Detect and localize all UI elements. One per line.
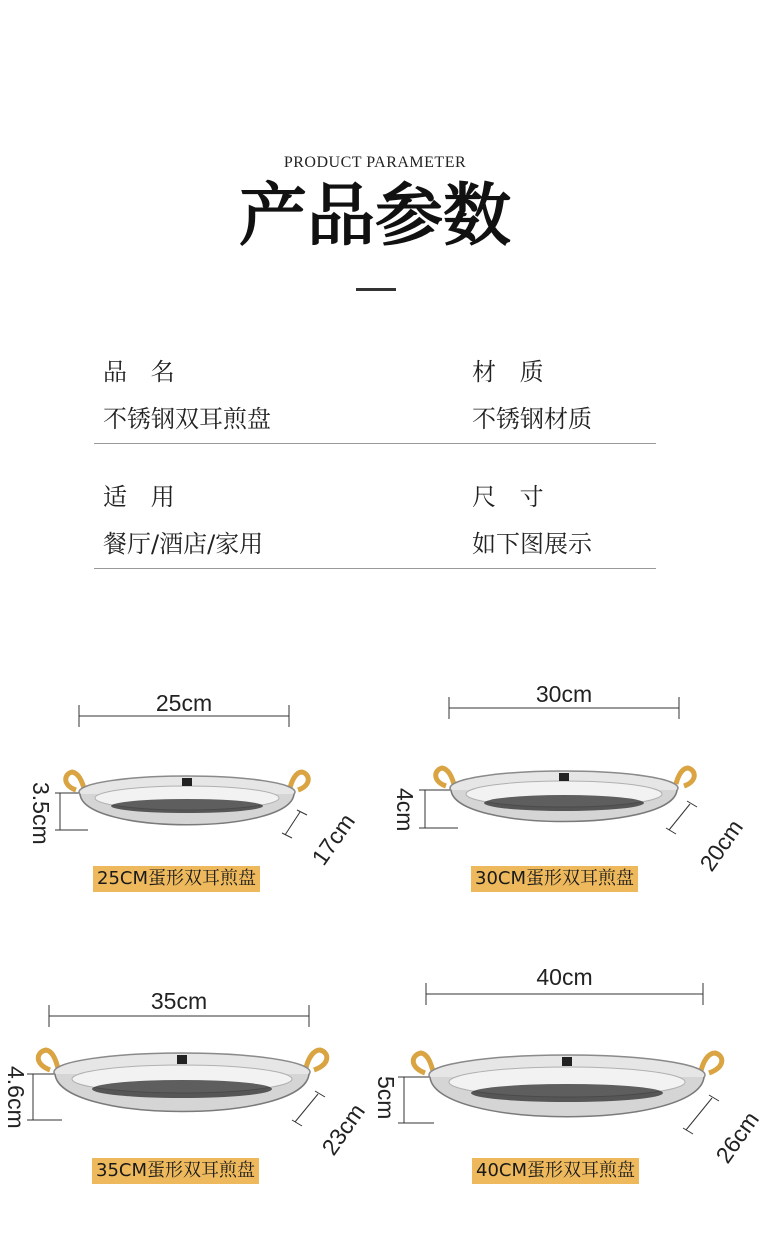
width-label: 40cm — [536, 964, 593, 990]
product-caption: 40CM蛋形双耳煎盘 — [472, 1158, 639, 1184]
width-label: 30cm — [535, 681, 593, 707]
param-value-material: 不锈钢材质 — [472, 405, 592, 433]
depth-label: 26cm — [710, 1106, 764, 1168]
param-label-size: 尺 寸 — [472, 483, 552, 511]
param-label-name: 品 名 — [103, 358, 183, 386]
param-value-size: 如下图展示 — [472, 530, 592, 558]
param-value-usage: 餐厅/酒店/家用 — [103, 530, 264, 558]
width-label: 35cm — [150, 988, 208, 1014]
param-label-usage: 适 用 — [103, 483, 183, 511]
depth-label: 20cm — [694, 814, 748, 876]
product-caption: 35CM蛋形双耳煎盘 — [92, 1158, 259, 1184]
height-label: 5cm — [373, 1076, 399, 1120]
param-label-material: 材 质 — [472, 358, 552, 386]
product-caption: 30CM蛋形双耳煎盘 — [471, 866, 638, 892]
depth-label: 17cm — [306, 808, 360, 870]
depth-label: 23cm — [316, 1098, 370, 1160]
width-label: 25cm — [155, 690, 213, 716]
param-value-name: 不锈钢双耳煎盘 — [103, 405, 271, 433]
height-label: 4cm — [392, 788, 418, 832]
product-caption: 25CM蛋形双耳煎盘 — [93, 866, 260, 892]
page-title: 产品参数 — [238, 176, 511, 256]
height-label: 3.5cm — [28, 782, 54, 845]
height-label: 4.6cm — [3, 1066, 29, 1129]
subtitle-en: PRODUCT PARAMETER — [283, 154, 467, 171]
